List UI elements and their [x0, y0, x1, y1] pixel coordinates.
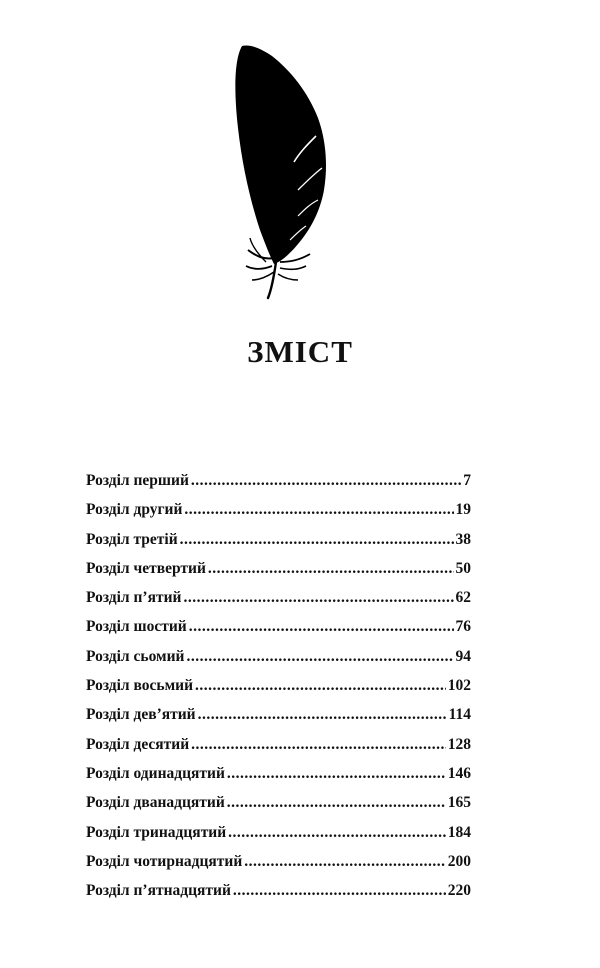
toc-leader-dots	[183, 589, 453, 607]
toc-entry	[86, 736, 471, 765]
toc-entry	[86, 765, 471, 794]
toc-entry	[86, 794, 471, 823]
toc-entry-page: 200	[447, 852, 471, 870]
toc-entry-label: Розділ восьмий	[86, 677, 194, 695]
toc-entry	[86, 882, 471, 911]
toc-entry-page: 7	[463, 472, 471, 489]
toc-leader-dots	[233, 882, 446, 900]
feather-icon	[228, 40, 338, 302]
toc-entry	[86, 706, 471, 735]
toc-leader-dots	[208, 560, 454, 578]
toc-leader-dots	[184, 501, 453, 519]
toc-entry-page: 220	[447, 882, 471, 900]
toc-entry	[86, 560, 471, 589]
toc-entry-label: Розділ дванадцятий	[86, 794, 225, 812]
toc-entry-label: Розділ десятий	[86, 735, 190, 753]
page-title: ЗМІСТ	[247, 334, 353, 369]
toc-leader-dots	[180, 531, 454, 549]
toc-entry-page: 128	[447, 735, 471, 753]
toc-entry-label: Розділ п’ятий	[86, 589, 182, 607]
toc-entry-page: 146	[447, 764, 471, 782]
toc-entry-page: 50	[455, 559, 471, 577]
toc-leader-dots	[227, 794, 446, 812]
toc-entry-page: 76	[455, 618, 471, 636]
toc-leader-dots	[191, 472, 461, 490]
toc-leader-dots	[195, 677, 446, 695]
toc-leader-dots	[227, 765, 446, 783]
toc-entry	[86, 472, 471, 501]
toc-entry-label: Розділ перший	[86, 472, 189, 489]
toc-entry-page: 184	[447, 823, 471, 841]
toc-entry	[86, 824, 471, 853]
toc-entry-label: Розділ чотирнадцятий	[86, 852, 243, 870]
toc-entry	[86, 853, 471, 882]
table-of-contents	[86, 472, 471, 911]
toc-entry-label: Розділ тринадцятий	[86, 823, 227, 841]
toc-leader-dots	[191, 736, 446, 754]
toc-entry-page: 19	[455, 501, 471, 519]
toc-entry-page: 62	[455, 589, 471, 607]
toc-leader-dots	[189, 618, 454, 636]
toc-entry-label: Розділ третій	[86, 530, 178, 548]
toc-entry-label: Розділ дев’ятий	[86, 706, 196, 724]
toc-leader-dots	[244, 853, 445, 871]
toc-leader-dots	[198, 706, 447, 724]
toc-entry	[86, 648, 471, 677]
toc-entry-label: Розділ п’ятнадцятий	[86, 882, 231, 900]
toc-leader-dots	[186, 648, 453, 666]
toc-entry-label: Розділ другий	[86, 501, 183, 519]
toc-leader-dots	[228, 824, 446, 842]
toc-entry-label: Розділ одинадцятий	[86, 764, 225, 782]
toc-entry-label: Розділ четвертий	[86, 559, 206, 577]
toc-entry-page: 38	[455, 530, 471, 548]
toc-entry-page: 114	[448, 706, 471, 724]
toc-entry	[86, 501, 471, 530]
toc-entry	[86, 677, 471, 706]
toc-entry-page: 165	[447, 794, 471, 812]
toc-entry	[86, 531, 471, 560]
toc-entry-label: Розділ шостий	[86, 618, 187, 636]
toc-entry	[86, 618, 471, 647]
toc-entry-label: Розділ сьомий	[86, 647, 185, 665]
toc-entry-page: 94	[455, 647, 471, 665]
toc-entry	[86, 589, 471, 618]
toc-entry-page: 102	[447, 677, 471, 695]
